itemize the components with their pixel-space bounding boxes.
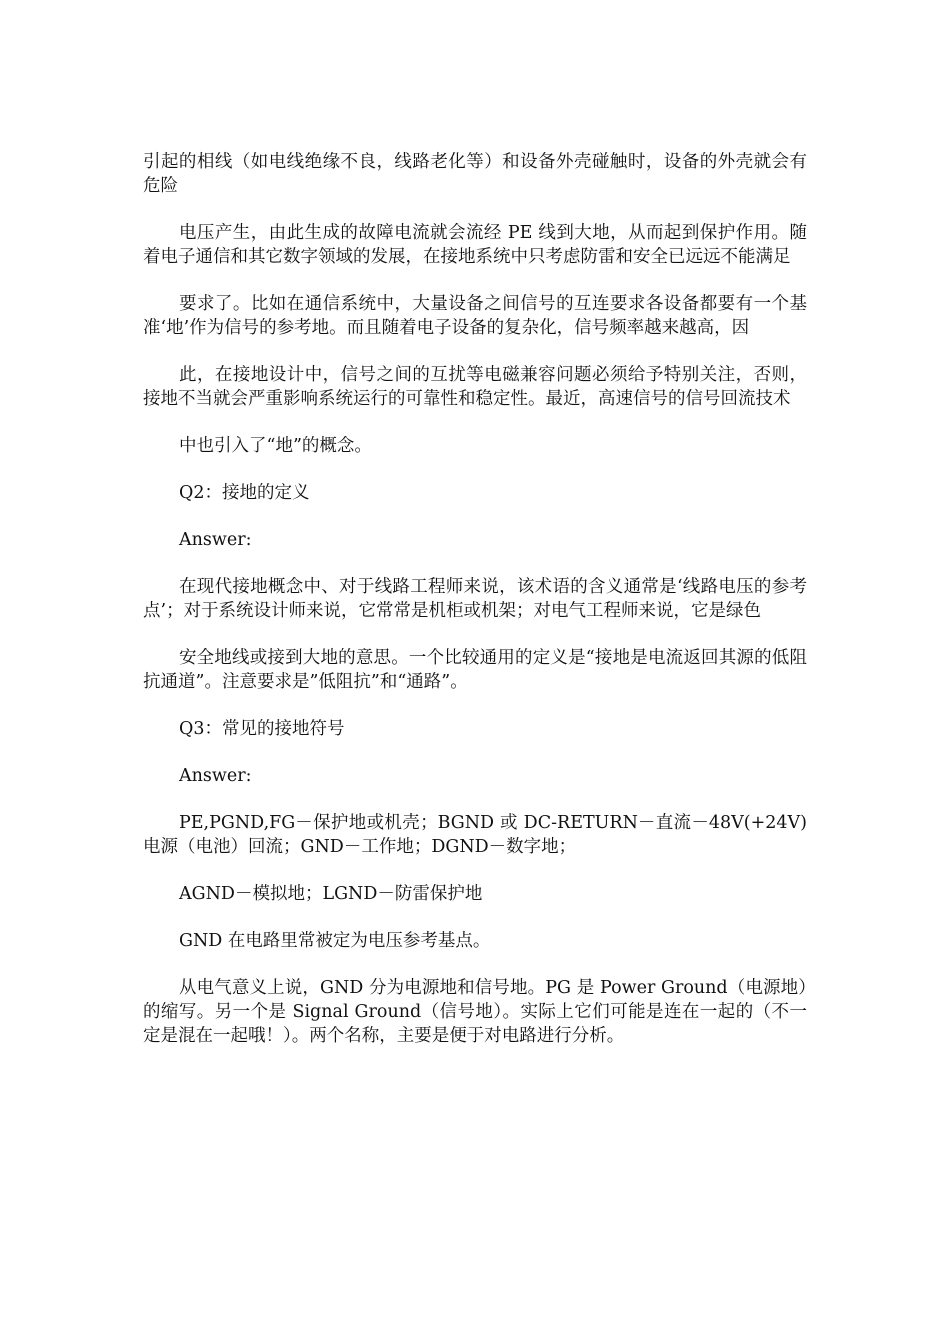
question-q3-heading: Q3：常见的接地符号: [179, 719, 345, 739]
paragraph-ground-concept: 中也引入了“地”的概念。: [179, 436, 372, 456]
paragraph-ground-definition: 在现代接地概念中、对于线路工程师来说，该术语的含义通常是‘线路电压的参考点’；对于系统设计师来说，它常常是机柜或机架；对电气工程师来说，它是绿色: [143, 577, 807, 621]
document-page: [143, 150, 807, 1071]
paragraph-emc: 此，在接地设计中，信号之间的互扰等电磁兼容问题必须给予特别关注，否则，接地不当就会严重影响系统运行的可靠性和稳定性。最近，高速信号的信号回流技术: [143, 365, 807, 409]
answer-label-q3: Answer:: [179, 766, 252, 786]
paragraph-general-definition: 安全地线或接到大地的意思。一个比较通用的定义是“接地是电流返回其源的低阻抗通道”。注意要求是”低阻抗”和“通路”。: [143, 648, 807, 692]
paragraph-gnd-reference: GND 在电路里常被定为电压参考基点。: [179, 931, 491, 951]
question-q2-heading: Q2：接地的定义: [179, 483, 310, 503]
answer-label-q2: Answer:: [179, 530, 252, 550]
paragraph-agnd-lgnd: AGND－模拟地；LGND－防雷保护地: [179, 884, 483, 904]
paragraph-power-signal-ground: 从电气意义上说，GND 分为电源地和信号地。PG 是 Power Ground（电源地）的缩写。另一个是 Signal Ground（信号地）。实际上它们可能是连在一起的（不一定是混在一起哦！）。两个名称，主要是便于对电路进行分析。: [143, 978, 807, 1046]
paragraph-pe-protection: 电压产生，由此生成的故障电流就会流经 PE 线到大地，从而起到保护作用。随着电子通信和其它数字领域的发展，在接地系统中只考虑防雷和安全已远远不能满足: [143, 223, 807, 267]
paragraph-reference-ground: 要求了。比如在通信系统中，大量设备之间信号的互连要求各设备都要有一个基准‘地’作为信号的参考地。而且随着电子设备的复杂化，信号频率越来越高，因: [143, 294, 807, 338]
paragraph-ground-symbols: PE,PGND,FG－保护地或机壳；BGND 或 DC-RETURN－直流－48V(+24V)电源（电池）回流；GND－工作地；DGND－数字地；: [143, 813, 807, 857]
paragraph-fault-housing: 引起的相线（如电线绝缘不良，线路老化等）和设备外壳碰触时，设备的外壳就会有危险: [143, 152, 807, 196]
